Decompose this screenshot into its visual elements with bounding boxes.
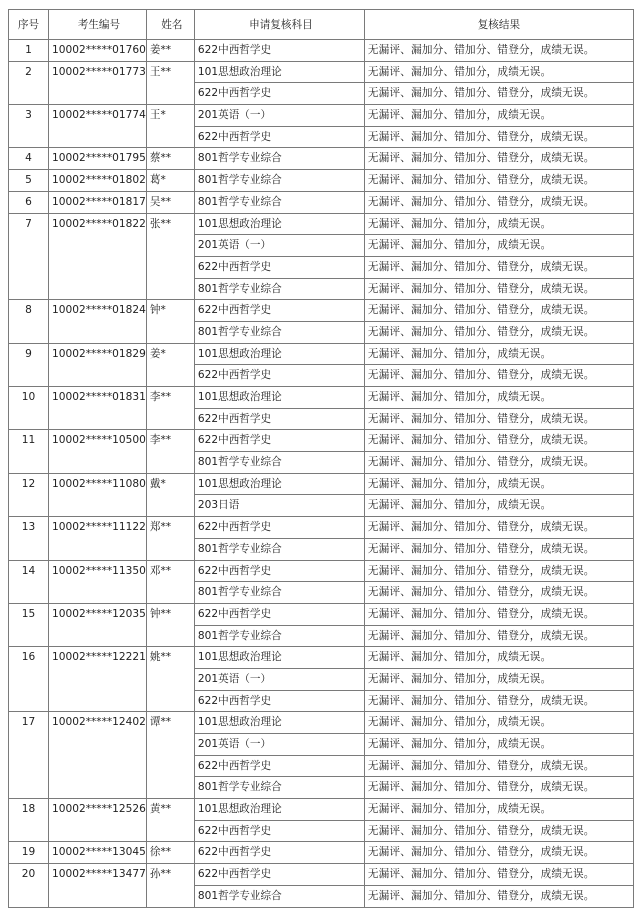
table-row — [9, 430, 634, 452]
cell-seq: 4 — [9, 148, 49, 170]
cell-name: 李** — [146, 387, 194, 430]
cell-result: 无漏评、漏加分、错加分、错登分，成绩无误。 — [364, 538, 633, 560]
cell-result: 无漏评、漏加分、错加分，成绩无误。 — [364, 343, 633, 365]
cell-subject: 622中西哲学史 — [194, 83, 364, 105]
cell-candidate-id: 10002*****11122 — [49, 517, 147, 560]
review-results-table — [8, 9, 634, 908]
cell-seq: 6 — [9, 191, 49, 213]
cell-result: 无漏评、漏加分、错加分、错登分，成绩无误。 — [364, 321, 633, 343]
cell-subject: 622中西哲学史 — [194, 517, 364, 539]
cell-result: 无漏评、漏加分、错加分，成绩无误。 — [364, 799, 633, 821]
cell-name: 姜* — [146, 343, 194, 386]
cell-result: 无漏评、漏加分、错加分、错登分，成绩无误。 — [364, 126, 633, 148]
cell-result: 无漏评、漏加分、错加分、错登分，成绩无误。 — [364, 777, 633, 799]
cell-candidate-id: 10002*****01829 — [49, 343, 147, 386]
cell-subject: 801哲学专业综合 — [194, 625, 364, 647]
cell-result: 无漏评、漏加分、错加分，成绩无误。 — [364, 105, 633, 127]
cell-name: 葛* — [146, 170, 194, 192]
cell-subject: 801哲学专业综合 — [194, 452, 364, 474]
cell-subject: 101思想政治理论 — [194, 213, 364, 235]
cell-name: 吴** — [146, 191, 194, 213]
cell-seq: 15 — [9, 603, 49, 646]
cell-name: 孙** — [146, 864, 194, 907]
table-row — [9, 603, 634, 625]
cell-subject: 622中西哲学史 — [194, 365, 364, 387]
cell-subject: 201英语（一） — [194, 734, 364, 756]
cell-result: 无漏评、漏加分、错加分，成绩无误。 — [364, 61, 633, 83]
cell-name: 王* — [146, 105, 194, 148]
cell-subject: 622中西哲学史 — [194, 560, 364, 582]
cell-result: 无漏评、漏加分、错加分、错登分，成绩无误。 — [364, 842, 633, 864]
cell-subject: 622中西哲学史 — [194, 256, 364, 278]
cell-subject: 801哲学专业综合 — [194, 885, 364, 907]
cell-candidate-id: 10002*****01774 — [49, 105, 147, 148]
cell-name: 谭** — [146, 712, 194, 799]
cell-subject: 101思想政治理论 — [194, 799, 364, 821]
cell-seq: 1 — [9, 40, 49, 62]
cell-result: 无漏评、漏加分、错加分，成绩无误。 — [364, 473, 633, 495]
cell-result: 无漏评、漏加分、错加分、错登分，成绩无误。 — [364, 885, 633, 907]
cell-seq: 19 — [9, 842, 49, 864]
cell-seq: 7 — [9, 213, 49, 300]
cell-result: 无漏评、漏加分、错加分，成绩无误。 — [364, 734, 633, 756]
cell-result: 无漏评、漏加分、错加分、错登分，成绩无误。 — [364, 170, 633, 192]
cell-subject: 101思想政治理论 — [194, 387, 364, 409]
table-row — [9, 40, 634, 62]
cell-candidate-id: 10002*****12402 — [49, 712, 147, 799]
table-row — [9, 300, 634, 322]
cell-subject: 201英语（一） — [194, 105, 364, 127]
cell-result: 无漏评、漏加分、错加分、错登分，成绩无误。 — [364, 365, 633, 387]
cell-subject: 622中西哲学史 — [194, 755, 364, 777]
cell-candidate-id: 10002*****11350 — [49, 560, 147, 603]
cell-seq: 18 — [9, 799, 49, 842]
cell-subject: 622中西哲学史 — [194, 690, 364, 712]
cell-subject: 622中西哲学史 — [194, 864, 364, 886]
table-row — [9, 864, 634, 886]
cell-seq: 9 — [9, 343, 49, 386]
cell-result: 无漏评、漏加分、错加分，成绩无误。 — [364, 213, 633, 235]
cell-seq: 14 — [9, 560, 49, 603]
cell-subject: 101思想政治理论 — [194, 343, 364, 365]
cell-name: 钟* — [146, 300, 194, 343]
cell-candidate-id: 10002*****01773 — [49, 61, 147, 104]
cell-candidate-id: 10002*****11080 — [49, 473, 147, 516]
table-row — [9, 473, 634, 495]
cell-candidate-id: 10002*****10500 — [49, 430, 147, 473]
cell-subject: 622中西哲学史 — [194, 603, 364, 625]
cell-name: 张** — [146, 213, 194, 300]
cell-candidate-id: 10002*****12035 — [49, 603, 147, 646]
table-row — [9, 213, 634, 235]
cell-candidate-id: 10002*****01817 — [49, 191, 147, 213]
cell-result: 无漏评、漏加分、错加分、错登分，成绩无误。 — [364, 278, 633, 300]
cell-result: 无漏评、漏加分、错加分，成绩无误。 — [364, 712, 633, 734]
cell-seq: 17 — [9, 712, 49, 799]
cell-name: 王** — [146, 61, 194, 104]
table-row — [9, 799, 634, 821]
cell-candidate-id: 10002*****01824 — [49, 300, 147, 343]
table-row — [9, 647, 634, 669]
cell-seq: 12 — [9, 473, 49, 516]
cell-result: 无漏评、漏加分、错加分，成绩无误。 — [364, 387, 633, 409]
cell-subject: 801哲学专业综合 — [194, 170, 364, 192]
table-row — [9, 517, 634, 539]
header-subject: 申请复核科目 — [194, 10, 364, 40]
cell-candidate-id: 10002*****01795 — [49, 148, 147, 170]
table-row — [9, 105, 634, 127]
cell-candidate-id: 10002*****13477 — [49, 864, 147, 907]
header-name: 姓名 — [146, 10, 194, 40]
cell-result: 无漏评、漏加分、错加分、错登分，成绩无误。 — [364, 430, 633, 452]
cell-result: 无漏评、漏加分、错加分，成绩无误。 — [364, 495, 633, 517]
cell-result: 无漏评、漏加分、错加分、错登分，成绩无误。 — [364, 40, 633, 62]
cell-subject: 622中西哲学史 — [194, 820, 364, 842]
cell-subject: 801哲学专业综合 — [194, 582, 364, 604]
cell-subject: 622中西哲学史 — [194, 126, 364, 148]
table-row — [9, 842, 634, 864]
cell-subject: 801哲学专业综合 — [194, 278, 364, 300]
cell-result: 无漏评、漏加分、错加分、错登分，成绩无误。 — [364, 603, 633, 625]
cell-result: 无漏评、漏加分、错加分，成绩无误。 — [364, 647, 633, 669]
cell-subject: 801哲学专业综合 — [194, 191, 364, 213]
table-row — [9, 191, 634, 213]
cell-subject: 622中西哲学史 — [194, 300, 364, 322]
cell-name: 姜** — [146, 40, 194, 62]
cell-result: 无漏评、漏加分、错加分、错登分，成绩无误。 — [364, 560, 633, 582]
cell-subject: 622中西哲学史 — [194, 40, 364, 62]
cell-name: 蔡** — [146, 148, 194, 170]
cell-name: 徐** — [146, 842, 194, 864]
cell-candidate-id: 10002*****01831 — [49, 387, 147, 430]
header-row — [9, 10, 634, 40]
cell-subject: 101思想政治理论 — [194, 473, 364, 495]
cell-subject: 201英语（一） — [194, 235, 364, 257]
cell-result: 无漏评、漏加分、错加分、错登分，成绩无误。 — [364, 820, 633, 842]
cell-subject: 622中西哲学史 — [194, 430, 364, 452]
cell-seq: 11 — [9, 430, 49, 473]
table-row — [9, 387, 634, 409]
cell-name: 戴* — [146, 473, 194, 516]
cell-subject: 101思想政治理论 — [194, 647, 364, 669]
cell-subject: 801哲学专业综合 — [194, 321, 364, 343]
cell-seq: 5 — [9, 170, 49, 192]
cell-result: 无漏评、漏加分、错加分、错登分，成绩无误。 — [364, 690, 633, 712]
table-row — [9, 712, 634, 734]
cell-candidate-id: 10002*****01802 — [49, 170, 147, 192]
cell-result: 无漏评、漏加分、错加分、错登分，成绩无误。 — [364, 452, 633, 474]
cell-result: 无漏评、漏加分、错加分，成绩无误。 — [364, 235, 633, 257]
cell-name: 李** — [146, 430, 194, 473]
cell-subject: 101思想政治理论 — [194, 61, 364, 83]
cell-result: 无漏评、漏加分、错加分、错登分，成绩无误。 — [364, 755, 633, 777]
header-candidate-id: 考生编号 — [49, 10, 147, 40]
cell-subject: 801哲学专业综合 — [194, 777, 364, 799]
cell-subject: 622中西哲学史 — [194, 842, 364, 864]
cell-seq: 13 — [9, 517, 49, 560]
cell-result: 无漏评、漏加分、错加分，成绩无误。 — [364, 668, 633, 690]
cell-result: 无漏评、漏加分、错加分、错登分，成绩无误。 — [364, 517, 633, 539]
table-row — [9, 343, 634, 365]
cell-subject: 101思想政治理论 — [194, 712, 364, 734]
cell-subject: 801哲学专业综合 — [194, 538, 364, 560]
cell-subject: 201英语（一） — [194, 668, 364, 690]
cell-candidate-id: 10002*****01822 — [49, 213, 147, 300]
cell-seq: 20 — [9, 864, 49, 907]
table-row — [9, 170, 634, 192]
table-row — [9, 61, 634, 83]
cell-name: 钟** — [146, 603, 194, 646]
cell-name: 姚** — [146, 647, 194, 712]
cell-seq: 10 — [9, 387, 49, 430]
cell-candidate-id: 10002*****12526 — [49, 799, 147, 842]
cell-seq: 16 — [9, 647, 49, 712]
table-row — [9, 560, 634, 582]
cell-result: 无漏评、漏加分、错加分、错登分，成绩无误。 — [364, 256, 633, 278]
cell-result: 无漏评、漏加分、错加分、错登分，成绩无误。 — [364, 408, 633, 430]
cell-result: 无漏评、漏加分、错加分、错登分，成绩无误。 — [364, 625, 633, 647]
cell-result: 无漏评、漏加分、错加分、错登分，成绩无误。 — [364, 148, 633, 170]
cell-result: 无漏评、漏加分、错加分、错登分，成绩无误。 — [364, 582, 633, 604]
cell-seq: 8 — [9, 300, 49, 343]
cell-subject: 622中西哲学史 — [194, 408, 364, 430]
cell-seq: 2 — [9, 61, 49, 104]
cell-candidate-id: 10002*****13045 — [49, 842, 147, 864]
cell-candidate-id: 10002*****01760 — [49, 40, 147, 62]
cell-subject: 203日语 — [194, 495, 364, 517]
cell-candidate-id: 10002*****12221 — [49, 647, 147, 712]
header-seq: 序号 — [9, 10, 49, 40]
cell-result: 无漏评、漏加分、错加分、错登分，成绩无误。 — [364, 191, 633, 213]
table-body — [9, 40, 634, 908]
cell-seq: 3 — [9, 105, 49, 148]
cell-name: 郑** — [146, 517, 194, 560]
header-result: 复核结果 — [364, 10, 633, 40]
table-row — [9, 148, 634, 170]
cell-result: 无漏评、漏加分、错加分、错登分，成绩无误。 — [364, 83, 633, 105]
cell-name: 邓** — [146, 560, 194, 603]
cell-result: 无漏评、漏加分、错加分、错登分，成绩无误。 — [364, 300, 633, 322]
cell-subject: 801哲学专业综合 — [194, 148, 364, 170]
cell-result: 无漏评、漏加分、错加分、错登分，成绩无误。 — [364, 864, 633, 886]
cell-name: 黄** — [146, 799, 194, 842]
